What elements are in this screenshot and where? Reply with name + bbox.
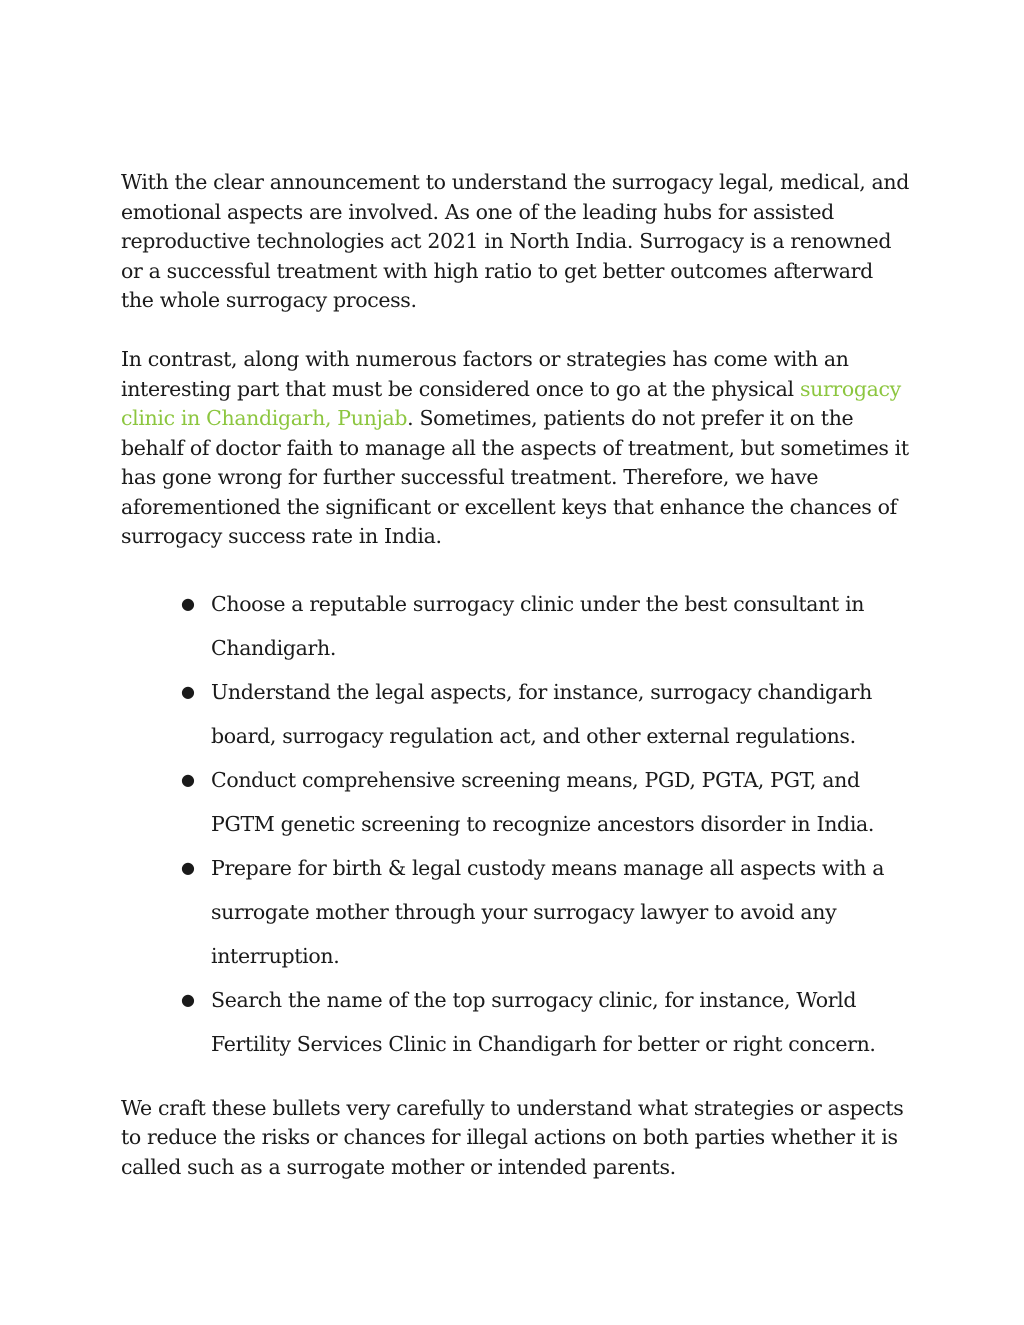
bullet-icon: ● bbox=[181, 681, 195, 701]
contrast-paragraph-text-start: In contrast, along with numerous factors or strategies has come with an interesting part that must be considered once to go at the physical bbox=[121, 347, 849, 401]
list-item bbox=[181, 670, 911, 758]
key-points-list bbox=[121, 582, 911, 1066]
list-item-text: Prepare for birth & legal custody means manage all aspects with a surrogate mother through your surrogacy lawyer to avoid any interruption. bbox=[211, 855, 885, 968]
contrast-paragraph bbox=[121, 345, 911, 552]
bullet-icon: ● bbox=[181, 857, 195, 877]
document-body bbox=[121, 168, 911, 1182]
list-item-text: Search the name of the top surrogacy clinic, for instance, World Fertility Services Clinic in Chandigarh for better or right concern. bbox=[211, 987, 876, 1056]
bullet-icon: ● bbox=[181, 593, 195, 613]
list-item-text: Understand the legal aspects, for instance, surrogacy chandigarh board, surrogacy regulation act, and other external regulations. bbox=[211, 679, 872, 748]
list-item bbox=[181, 758, 911, 846]
surrogacy-clinic-link[interactable]: surrogacy clinic in Chandigarh, Punjab bbox=[121, 376, 901, 430]
bullet-icon: ● bbox=[181, 769, 195, 789]
intro-paragraph: With the clear announcement to understand the surrogacy legal, medical, and emotional aspects are involved. As one of the leading hubs for assisted reproductive technologies act 2021 in North India. Surrogacy is a renowned or a successful treatment with high ratio to get better outcomes afterward the whole surrogacy process. bbox=[121, 170, 910, 312]
closing-paragraph: We craft these bullets very carefully to understand what strategies or aspects to reduce the risks or chances for illegal actions on both parties whether it is called such as a surrogate mother or intended parents. bbox=[121, 1095, 904, 1179]
list-item bbox=[181, 978, 911, 1066]
list-item bbox=[181, 582, 911, 670]
list-item-text: Choose a reputable surrogacy clinic under the best consultant in Chandigarh. bbox=[211, 591, 865, 660]
contrast-paragraph-text-end: . Sometimes, patients do not prefer it on the behalf of doctor faith to manage all the aspects of treatment, but sometimes it has gone wrong for further successful treatment. Therefore, we have aforementioned the significant or excellent keys that enhance the chances of surrogacy success rate in India. bbox=[121, 406, 909, 548]
list-item-text: Conduct comprehensive screening means, PGD, PGTA, PGT, and PGTM genetic screening to recognize ancestors disorder in India. bbox=[211, 767, 875, 836]
bullet-icon: ● bbox=[181, 989, 195, 1009]
list-item bbox=[181, 846, 911, 978]
